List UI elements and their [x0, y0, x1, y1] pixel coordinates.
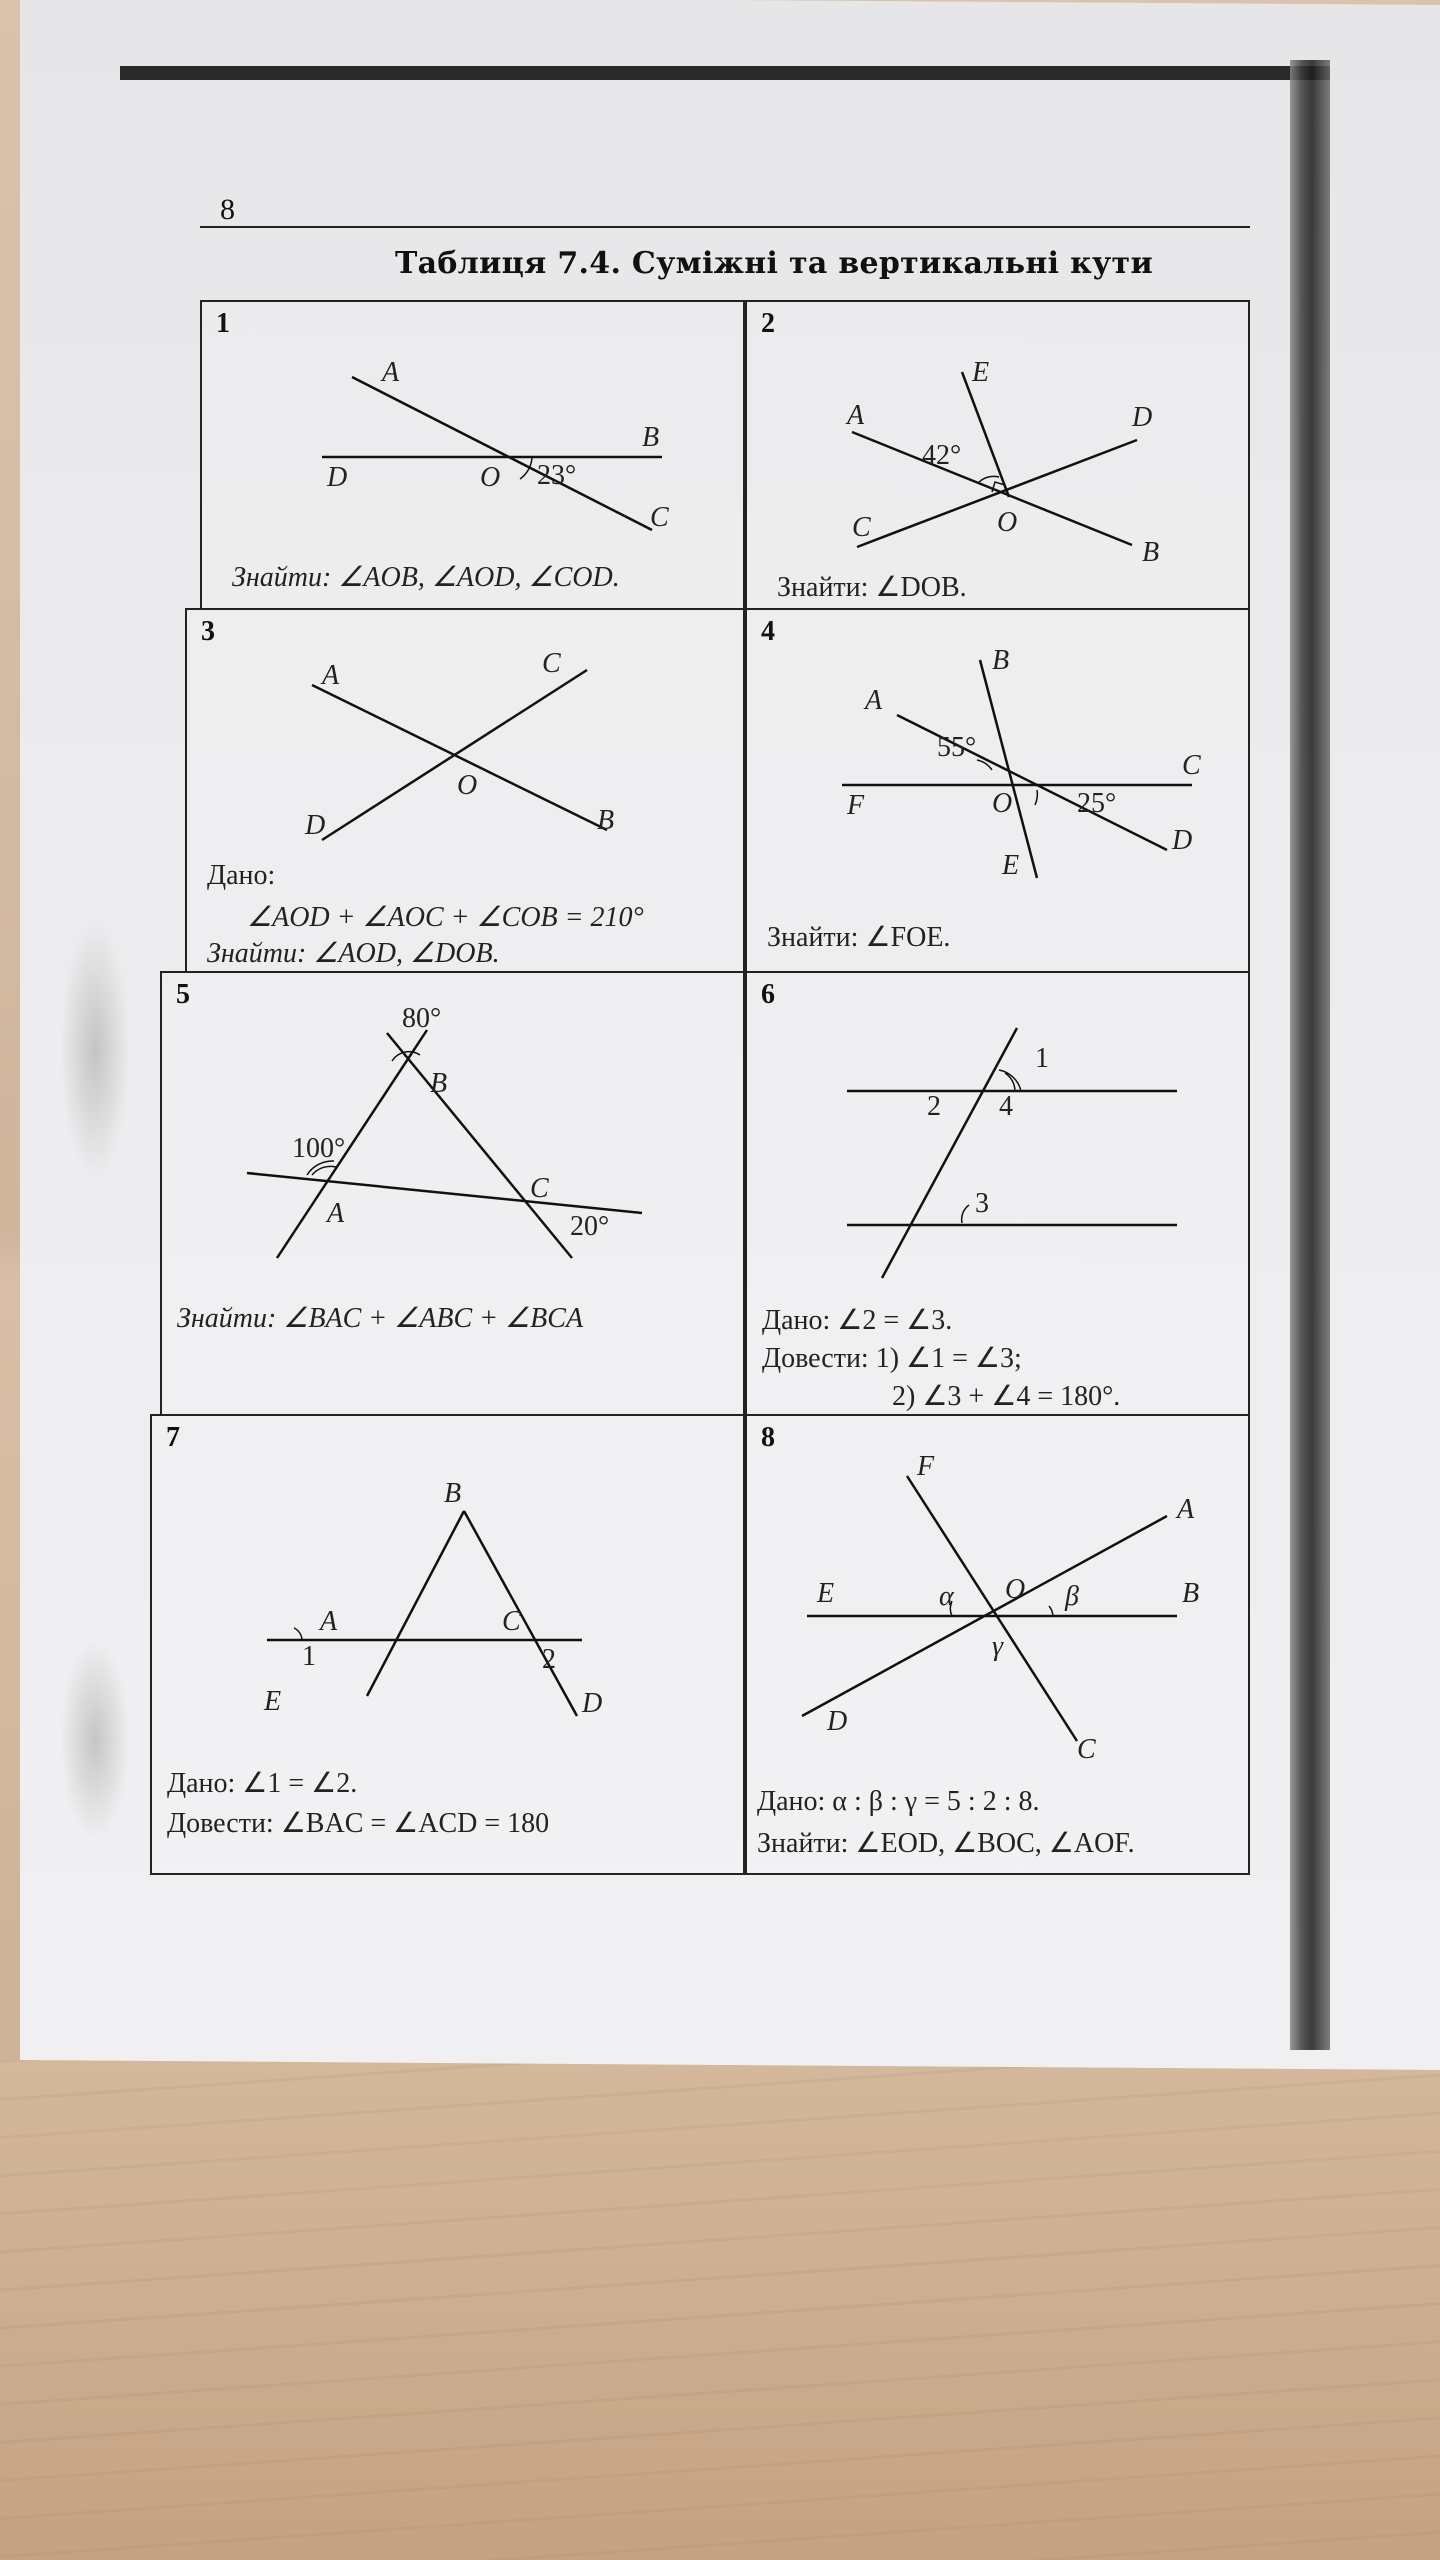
angle-value-2: 25°: [1077, 788, 1117, 819]
exercise-number: 4: [761, 616, 775, 647]
paper-stain: [60, 920, 130, 1180]
page-number: 8: [220, 193, 235, 226]
point-label-d: D: [582, 1688, 603, 1719]
point-label-b: B: [1142, 537, 1160, 568]
point-label-c: C: [530, 1173, 549, 1204]
exercise-number: 1: [216, 308, 230, 339]
point-label-d: D: [305, 810, 326, 841]
point-label-o: O: [480, 462, 501, 493]
prove-text-2: 2) ∠3 + ∠4 = 180°.: [892, 1381, 1121, 1412]
point-label-c: C: [502, 1606, 521, 1637]
point-label-o: O: [997, 507, 1018, 538]
point-label-d: D: [1172, 825, 1193, 856]
task-text: Знайти: ∠DOB.: [777, 572, 967, 603]
task-text: Знайти: ∠FOE.: [767, 922, 951, 953]
point-label-c: C: [852, 512, 871, 543]
point-label-b: B: [444, 1478, 462, 1509]
angle-value-3: 20°: [570, 1211, 610, 1242]
point-label-b: B: [430, 1068, 448, 1099]
paper-edge-shadow: [1290, 60, 1330, 2050]
angle-alpha: α: [939, 1581, 954, 1612]
angle-label-3: 3: [975, 1188, 989, 1219]
angle-value-2: 100°: [292, 1133, 346, 1164]
angle-label-1: 1: [1035, 1043, 1049, 1074]
point-label-e: E: [972, 357, 990, 388]
point-label-c: C: [1182, 750, 1201, 781]
point-label-f: F: [847, 790, 865, 821]
point-label-a: A: [382, 357, 400, 388]
prove-text-1: Довести: 1) ∠1 = ∠3;: [762, 1343, 1022, 1374]
point-label-e: E: [1002, 850, 1020, 881]
exercise-number: 7: [166, 1422, 180, 1453]
task-text: Знайти: ∠AOD, ∠DOB.: [207, 938, 500, 969]
table-title: Таблиця 7.4. Суміжні та вертикальні кути: [395, 246, 1154, 281]
point-label-a: A: [1177, 1494, 1195, 1525]
given-text: Дано: ∠1 = ∠2.: [167, 1768, 358, 1799]
exercise-cell-2: [745, 300, 1250, 610]
prove-text: Довести: ∠BAC = ∠ACD = 180: [167, 1808, 550, 1839]
task-text: Знайти: ∠EOD, ∠BOC, ∠AOF.: [757, 1828, 1135, 1859]
given-text: Дано: α : β : γ = 5 : 2 : 8.: [757, 1786, 1040, 1817]
point-label-a: A: [320, 1606, 338, 1637]
point-label-a: A: [322, 660, 340, 691]
exercise-number: 2: [761, 308, 775, 339]
point-label-c: C: [650, 502, 669, 533]
angle-label-2: 2: [927, 1091, 941, 1122]
point-label-b: B: [1182, 1578, 1200, 1609]
exercise-number: 5: [176, 979, 190, 1010]
exercise-cell-5: [160, 971, 745, 1416]
exercise-cell-7: [150, 1414, 745, 1875]
point-label-b: B: [597, 805, 615, 836]
point-label-a: A: [847, 400, 865, 431]
exercise-number: 6: [761, 979, 775, 1010]
angle-label-2: 2: [542, 1644, 556, 1675]
exercise-cell-8: [745, 1414, 1250, 1875]
angle-label-1: 1: [302, 1641, 316, 1672]
angle-value: 42°: [922, 440, 962, 471]
given-label: Дано:: [207, 860, 276, 891]
point-label-c: C: [542, 648, 561, 679]
point-label-e: E: [817, 1578, 835, 1609]
point-label-o: O: [992, 788, 1013, 819]
point-label-a: A: [865, 685, 883, 716]
exercise-cell-3: [185, 608, 745, 973]
header-rule: [200, 226, 1250, 228]
angle-gamma: γ: [992, 1631, 1004, 1662]
exercise-cell-4: [745, 608, 1250, 973]
point-label-c: C: [1077, 1734, 1096, 1765]
exercise-table: [150, 300, 1250, 1875]
task-text: Знайти: ∠AOB, ∠AOD, ∠COD.: [232, 562, 620, 593]
point-label-d: D: [827, 1706, 848, 1737]
point-label-e: E: [264, 1686, 282, 1717]
angle-value: 23°: [537, 460, 577, 491]
task-text: Знайти: ∠BAC + ∠ABC + ∠BCA: [177, 1303, 584, 1334]
point-label-d: D: [1132, 402, 1153, 433]
given-text: Дано: ∠2 = ∠3.: [762, 1305, 953, 1336]
point-label-f: F: [917, 1451, 935, 1482]
point-label-d: D: [327, 462, 348, 493]
diagram-5: [162, 973, 747, 1418]
point-label-b: B: [642, 422, 660, 453]
top-print-band: [120, 66, 1330, 80]
point-label-b: B: [992, 645, 1010, 676]
exercise-cell-1: [200, 300, 745, 610]
point-label-o: O: [457, 770, 478, 801]
angle-label-4: 4: [999, 1091, 1013, 1122]
table-surface: [0, 2060, 1440, 2560]
exercise-cell-6: [745, 971, 1250, 1416]
given-text: ∠AOD + ∠AOC + ∠COB = 210°: [247, 902, 644, 933]
angle-beta: β: [1065, 1581, 1079, 1612]
point-label-a: A: [327, 1198, 345, 1229]
paper-stain: [60, 1640, 130, 1840]
exercise-number: 3: [201, 616, 215, 647]
point-label-o: O: [1005, 1574, 1026, 1605]
angle-value-1: 80°: [402, 1003, 442, 1034]
exercise-number: 8: [761, 1422, 775, 1453]
angle-value-1: 55°: [937, 732, 977, 763]
diagram-2: [747, 302, 1252, 612]
